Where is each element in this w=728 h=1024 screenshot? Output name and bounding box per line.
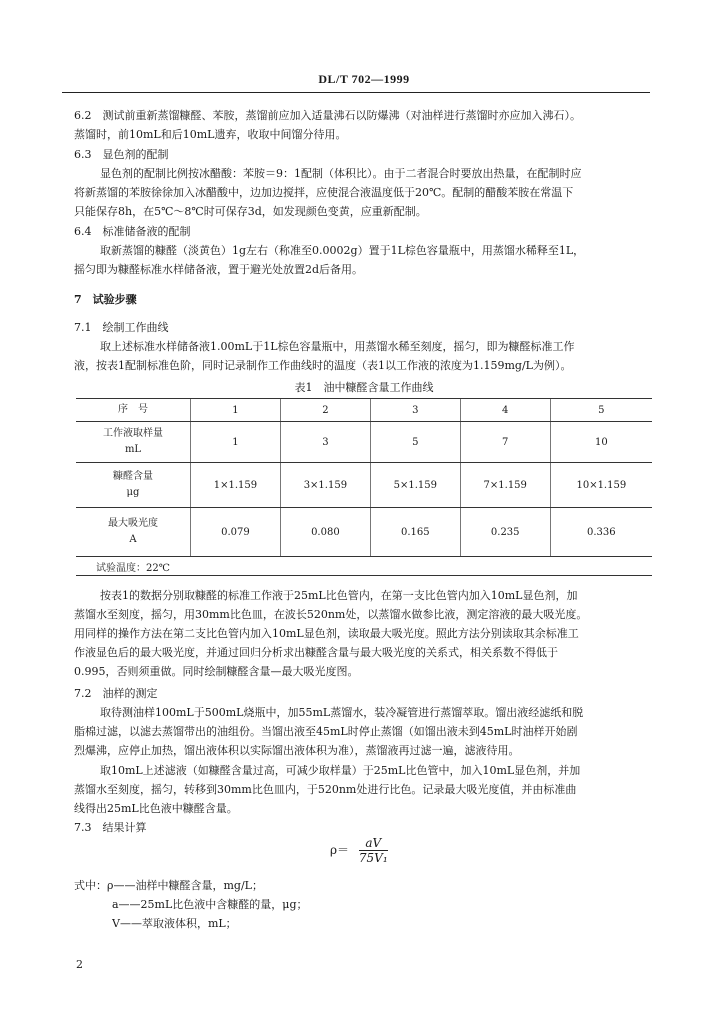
result-formula: [330, 836, 388, 865]
mass-cell: 7×1.159: [460, 463, 550, 508]
document-header: DL/T 702—1999: [318, 72, 410, 86]
formula-denominator: 75V₁: [358, 851, 388, 865]
where-line-1: 式中：ρ——油样中糠醛含量，mg/L；: [74, 879, 263, 892]
test-temperature-note: 试验温度：22℃: [76, 557, 652, 576]
page-number: 2: [76, 958, 83, 971]
s6-2-line-1: 6.2 测试前重新蒸馏糠醛、苯胺，蒸馏前应加入适量沸石以防爆沸（对油样进行蒸馏时亦应加入沸石）。: [74, 109, 581, 122]
s7-1-title: 7.1 绘制工作曲线: [74, 321, 169, 334]
col-3: 3: [370, 399, 460, 422]
procedure-line-2: 蒸馏水至刻度，摇匀，用30mm比色皿，在波长520nm处，以蒸馏水做参比液，测定溶液的最大吸光度。: [74, 608, 588, 621]
s6-3-line-1: 显色剂的配制比例按冰醋酸：苯胺＝9：1配制（体积比）。由于二者混合时要放出热量，在配制时应: [100, 167, 582, 180]
table-caption: 表1 油中糠醛含量工作曲线: [294, 381, 434, 394]
procedure-line-1: 按表1的数据分别取糠醛的标准工作液于25mL比色管内，在第一支比色管内加入10mL显色剂，加: [100, 589, 578, 602]
s7-2-line-6: 线得出25mL比色液中糠醛含量。: [74, 802, 238, 815]
absorbance-label-text: 最大吸光度: [108, 518, 158, 529]
table-row-volume: [76, 422, 652, 463]
table-row-absorbance: [76, 508, 652, 557]
s6-3-line-3: 只能保存8h，在5℃～8℃时可保存3d，如发现颜色变黄，应重新配制。: [74, 205, 427, 218]
absorbance-cell: 0.235: [460, 508, 550, 557]
s7-2-title: 7.2 油样的测定: [74, 687, 158, 700]
mass-cell: 5×1.159: [370, 463, 460, 508]
absorbance-cell: 0.165: [370, 508, 460, 557]
procedure-line-3: 用同样的操作方法在第二支比色管内加入10mL显色剂，读取最大吸光度。照此方法分别读取其余标准工: [74, 627, 579, 640]
s6-3-line-2: 将新蒸馏的苯胺徐徐加入冰醋酸中，边加边搅拌，应使混合液温度低于20℃。配制的醋酸苯胺在常温下: [74, 186, 574, 199]
procedure-line-4: 作液显色后的最大吸光度，并通过回归分析求出糠醛含量与最大吸光度的关系式，相关系数不得低于: [74, 646, 558, 659]
s7-2-line-1: 取待测油样100mL于500mL烧瓶中，加55mL蒸馏水，装冷凝管进行蒸馏萃取。馏出液经滤纸和脱: [100, 706, 584, 719]
mass-cell: 10×1.159: [550, 463, 652, 508]
s6-3-title: 6.3 显色剂的配制: [74, 148, 169, 161]
s7-3-title: 7.3 结果计算: [74, 821, 147, 834]
table-row-mass: [76, 463, 652, 508]
s7-2-line-5: 蒸馏水至刻度，摇匀，转移到30mm比色皿内，于520nm处进行比色。记录最大吸光度值，并由标准曲: [74, 783, 577, 796]
procedure-line-5: 0.995，否则须重做。同时绘制糠醛含量—最大吸光度图。: [74, 665, 359, 678]
volume-cell: 3: [280, 422, 370, 463]
absorbance-label: [76, 508, 191, 557]
col-4: 4: [460, 399, 550, 422]
s7-2-line-3: 烈爆沸，应停止加热，馏出液体积以实际馏出液体积为准），蒸馏液再过滤一遍，滤液待用。: [74, 744, 520, 757]
s7-2-line-4: 取10mL上述滤液（如糠醛含量过高，可减少取样量）于25mL比色管中，加入10mL显色剂，并加: [100, 764, 581, 777]
formula-fraction: [359, 836, 388, 865]
volume-cell: 10: [550, 422, 652, 463]
mass-label-unit: μg: [126, 487, 140, 498]
formula-numerator: aV: [359, 836, 388, 851]
s6-4-line-1: 取新蒸馏的糠醛（淡黄色）1g左右（称准至0.0002g）置于1L棕色容量瓶中，用蒸馏水稀释至1L，: [100, 244, 585, 257]
table-header-row: [76, 399, 652, 422]
s7-1-line-1: 取上述标准水样储备液1.00mL于1L棕色容量瓶中，用蒸馏水稀至刻度，摇匀，即为糠醛标准工作: [100, 340, 575, 353]
s6-4-title: 6.4 标准储备液的配制: [74, 225, 191, 238]
s6-4-line-2: 摇匀即为糠醛标准水样储备液，置于避光处放置2d后备用。: [74, 263, 364, 276]
header-rule: [62, 92, 650, 93]
volume-label-unit: mL: [124, 444, 142, 455]
where-line-3: V——萃取液体积，mL；: [112, 917, 237, 930]
seq-label: 序 号: [76, 399, 191, 422]
mass-cell: 3×1.159: [280, 463, 370, 508]
volume-cell: 7: [460, 422, 550, 463]
s7-2-line-2: 脂棉过滤，以滤去蒸馏带出的油组份。当馏出液至45mL时停止蒸馏（如馏出液未到45mL时油样开始剧: [74, 725, 578, 738]
col-2: 2: [280, 399, 370, 422]
mass-cell: 1×1.159: [191, 463, 281, 508]
absorbance-cell: 0.079: [191, 508, 281, 557]
s6-2-line-2: 蒸馏时，前10mL和后10mL遗弃，收取中间馏分待用。: [74, 128, 347, 141]
volume-cell: 1: [191, 422, 281, 463]
furfural-calibration-table: [76, 398, 652, 576]
mass-label-text: 糠醛含量: [113, 471, 153, 482]
absorbance-cell: 0.080: [280, 508, 370, 557]
mass-label: [76, 463, 191, 508]
s7-title: 7 试验步骤: [74, 293, 137, 306]
table-note-row: [76, 557, 652, 576]
formula-lhs: ρ＝: [330, 843, 350, 857]
col-5: 5: [550, 399, 652, 422]
volume-cell: 5: [370, 422, 460, 463]
volume-label: [76, 422, 191, 463]
where-line-2: a——25mL比色液中含糠醛的量，μg；: [112, 898, 308, 911]
s7-1-line-2: 液，按表1配制标准色阶，同时记录制作工作曲线时的温度（表1以工作液的浓度为1.159mg/L为例）。: [74, 359, 572, 372]
absorbance-label-unit: A: [129, 534, 137, 545]
col-1: 1: [191, 399, 281, 422]
volume-label-text: 工作液取样量: [103, 428, 163, 439]
absorbance-cell: 0.336: [550, 508, 652, 557]
